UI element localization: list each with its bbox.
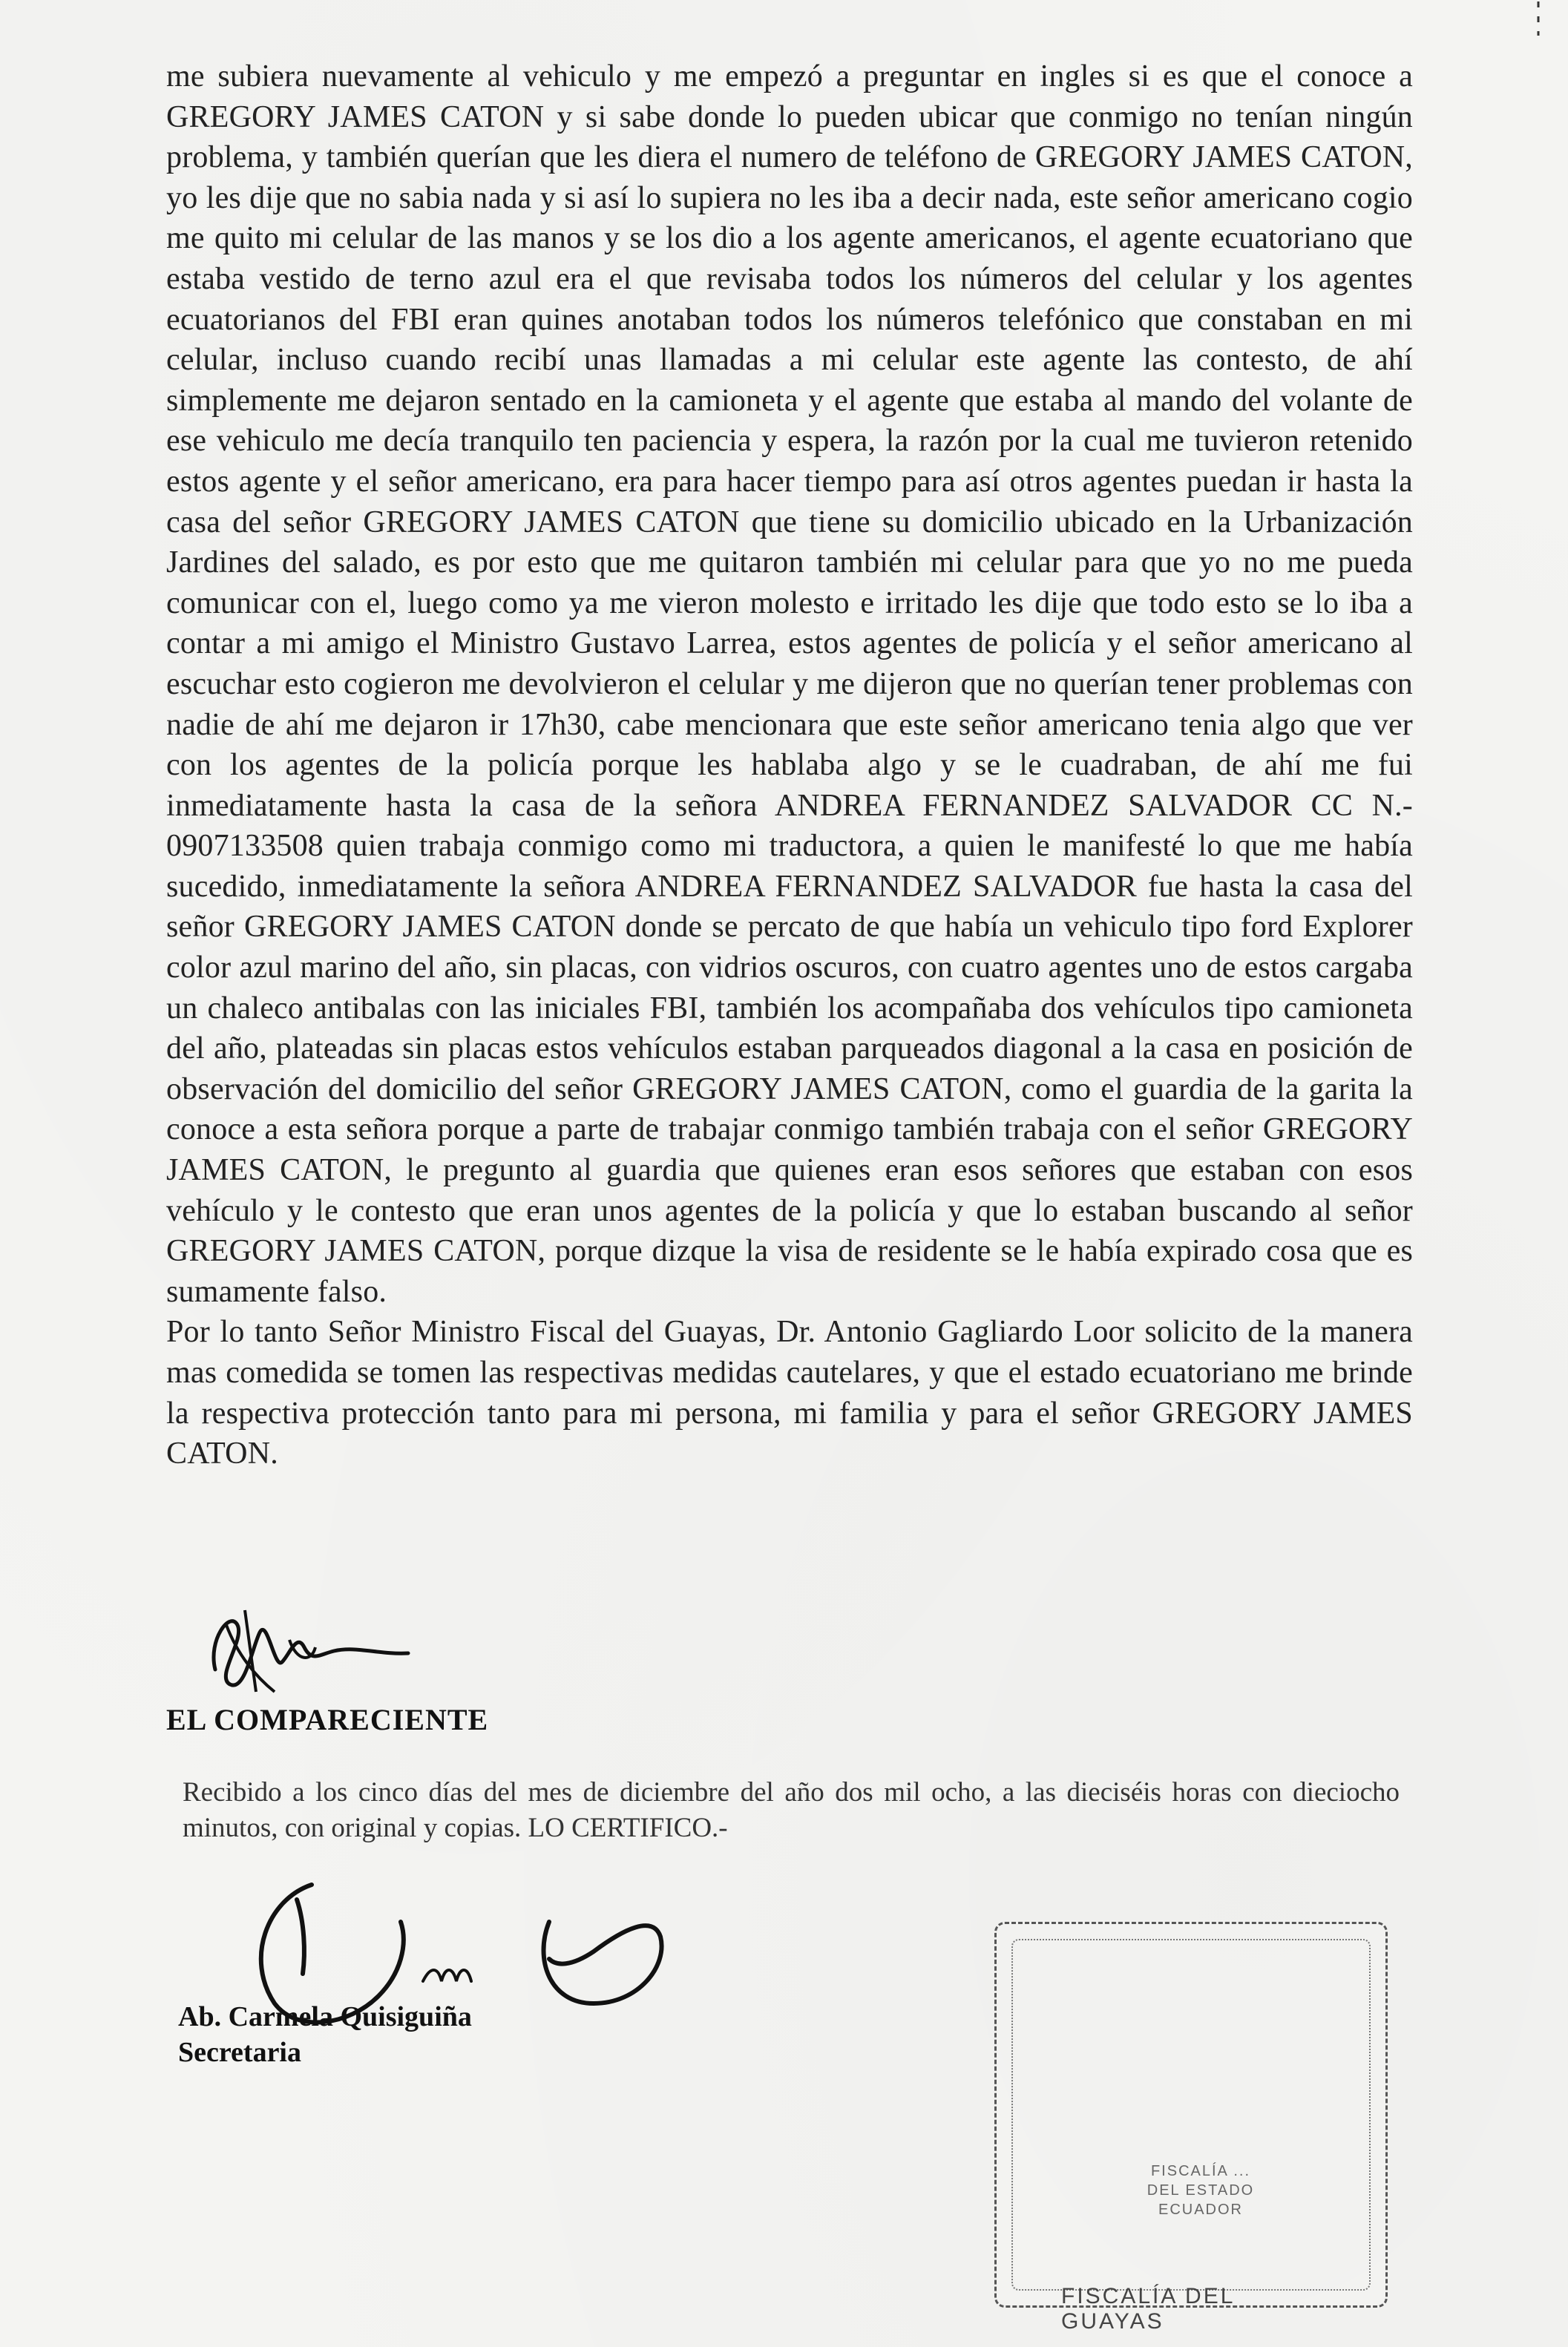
paragraph-statement: me subiera nuevamente al vehiculo y me empezó a preguntar en ingles si es que el conoce a GREGORY JAMES CATON y si sabe donde lo pueden ubicar que conmigo no tenían ningún problema, y también querían que les diera el numero de teléfono de GREGORY JAMES CATON, yo les dije que no sabia nada y si así lo supiera no les iba a decir nada, este señor americano cogio me quito mi celular de las manos y se los dio a los agente americanos, el agente ecuatoriano que estaba vestido de terno azul era el que revisaba todos los números del celular y los agentes ecuatorianos del FBI eran quines anotaban todos los números telefónico que constaban en mi celular, incluso cuando recibí unas llamadas a mi celular este agente las contesto, de ahí simplemente me dejaron sentado en la camioneta y el agente que estaba al mando del volante de ese vehiculo me decía tranquilo ten paciencia y espera, la razón por la cual me tuvieron retenido estos agente y el señor americano, era para hacer tiempo para así otros agentes puedan ir hasta la casa del señor GREGORY JAMES CATON que tiene su domicilio ubicado en la Urbanización Jardines del salado, es por esto que me quitaron también mi celular para que yo no me pueda comunicar con el, luego como ya me vieron molesto e irritado les dije que todo esto se lo iba a contar a mi amigo el Ministro Gustavo Larrea, estos agentes de policía y el señor americano al escuchar esto cogieron me devolvieron el celular y me dijeron que no querían tener problemas con nadie de ahí me dejaron ir 17h30, cabe mencionara que este señor americano tenia algo que ver con los agentes de la policía porque les hablaba algo y se le cuadraban, de ahí me fui inmediatamente hasta la casa de la señora ANDREA FERNANDEZ SALVADOR CC N.- 0907133508 quien trabaja conmigo como mi traductora, a quien le manifesté lo que me había sucedido, inmediatamente la señora ANDREA FERNANDEZ SALVADOR fue hasta la casa del señor GREGORY JAMES CATON donde se percato de que había un vehiculo tipo ford Explorer color azul marino del año, sin placas, con vidrios oscuros, con cuatro agentes uno de estos cargaba un chaleco antibalas con las iniciales FBI, también los acompañaba dos vehículos tipo camioneta del año, plateadas sin placas estos vehículos estaban parqueados diagonal a la casa en posición de observación del domicilio del señor GREGORY JAMES CATON, como el guardia de la garita la conoce a esta señora porque a parte de trabajar conmigo también trabaja con el señor GREGORY JAMES CATON, le pregunto al guardia que quienes eran esos señores que estaban con esos vehículo y le contesto que eran unos agentes de la policía y que lo estaban buscando al señor GREGORY JAMES CATON, porque dizque la visa de residente se le había expirado cosa que es sumamente falso. (166, 59, 1413, 1309)
compareciente-signature (186, 1580, 453, 1714)
compareciente-label: EL COMPARECIENTE (166, 1703, 489, 1736)
secretary-title: Secretaria (178, 2037, 301, 2068)
secretary-block (178, 1999, 472, 2070)
stamp-line: FISCALÍA ... (1150, 2163, 1251, 2179)
scan-corner-marks (1531, 0, 1546, 45)
stamp-line: DEL ESTADO (1147, 2182, 1255, 2199)
received-certification: Recibido a los cinco días del mes de diciembre del año dos mil ocho, a las dieciséis horas con dieciocho minutos, con original y copias. LO CERTIFICO.- (183, 1777, 1400, 1843)
secretary-name: Ab. Carmela Quisiguiña (178, 2001, 472, 2032)
paragraph-request: Por lo tanto Señor Ministro Fiscal del Guayas, Dr. Antonio Gagliardo Loor solicito de la manera mas comedida se tomen las respectivas medidas cautelares, y que el estado ecuatoriano me brinde la respectiva protección tanto para mi persona, mi familia y para el señor GREGORY JAMES CATON. (166, 1315, 1413, 1471)
stamp-line: ECUADOR (1158, 2202, 1243, 2218)
stamp-caption: FISCALÍA DEL GUAYAS (1061, 2284, 1235, 2334)
stamp-caption-wrapper (994, 0, 1388, 2347)
